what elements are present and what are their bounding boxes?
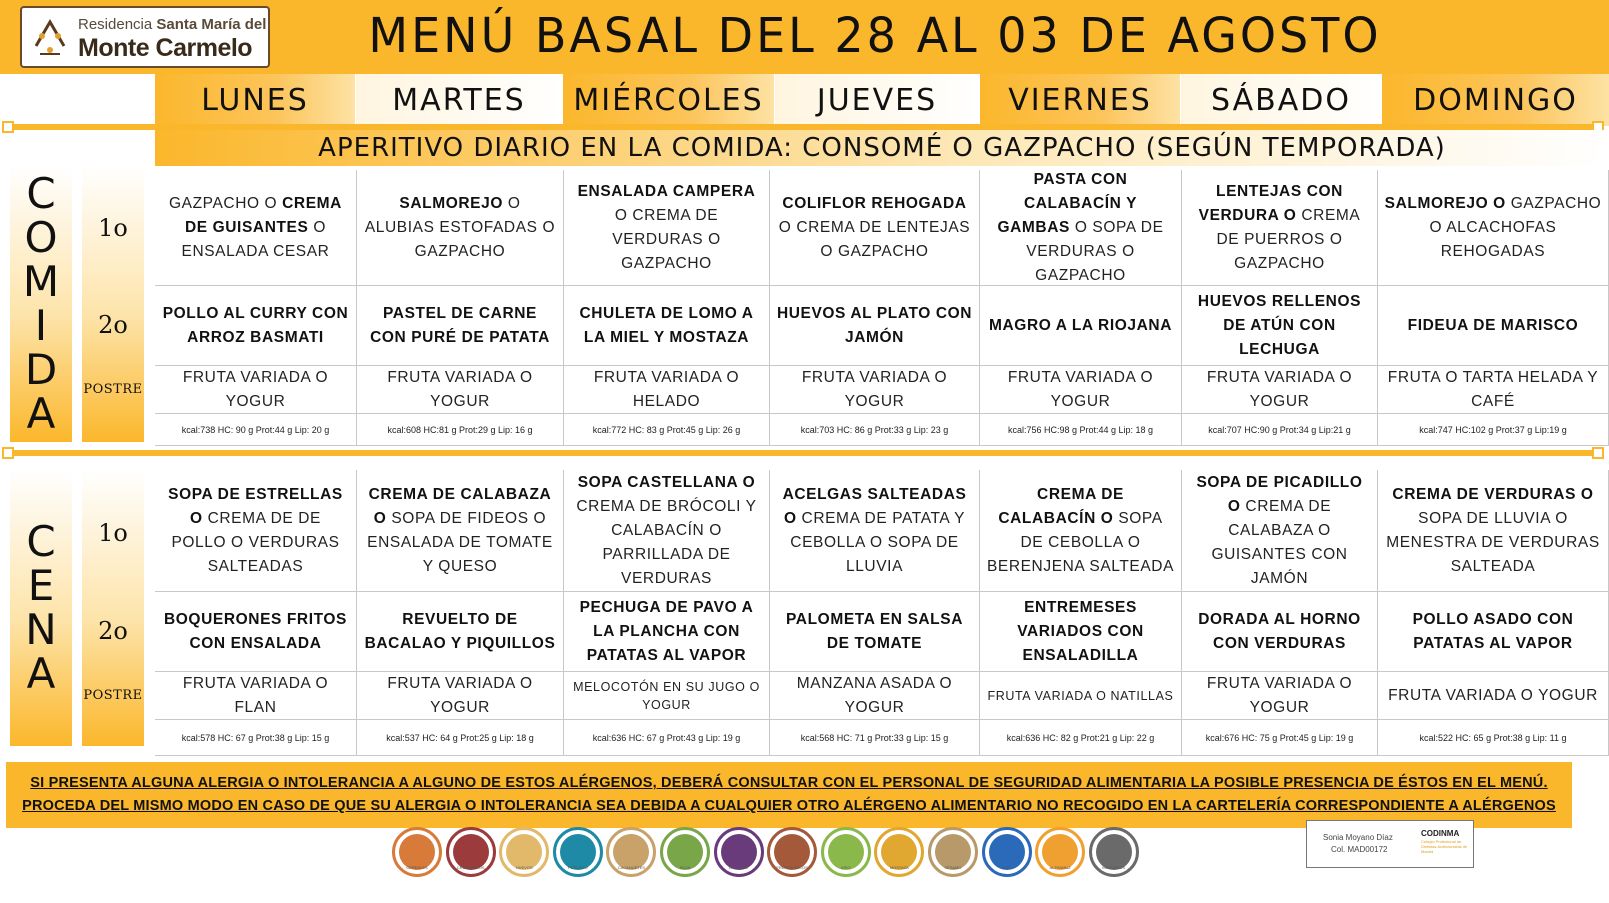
cena-kcal-cell: kcal:578 HC: 67 g Prot:38 g Lip: 15 g xyxy=(155,720,357,756)
crustaceos-icon xyxy=(446,827,496,877)
day-header-1: MARTES xyxy=(356,74,562,126)
nutritionist-stamp xyxy=(1306,820,1474,868)
mostaza-icon xyxy=(874,827,924,877)
warning-line-2: PROCEDA DEL MISMO MODO EN CASO DE QUE SU ALERGIA O INTOLERANCIA SEA DEBIDA A CUALQUIER OTRO ALÉRGENO ALIMENTARIO NO RECOGIDO EN LA CARTELERÍA CORRESPONDIENTE A ALÉRGENOS xyxy=(22,798,1556,814)
comida-primero-text: SALMOREJO xyxy=(399,194,503,212)
cena-postre-cell: FRUTA VARIADA O NATILLAS xyxy=(980,672,1182,720)
comida-label-letter: C xyxy=(26,169,56,218)
cena-label-letter: C xyxy=(26,517,56,566)
comida-segundo-cell: PASTEL DE CARNE CON PURÉ DE PATATA xyxy=(357,286,564,366)
comida-primero-text: O CREMA DE LENTEJAS O GAZPACHO xyxy=(778,218,971,260)
comida-label-letter: A xyxy=(26,389,56,438)
cena-primero-cell xyxy=(770,470,980,592)
cena-primero-cell xyxy=(357,470,564,592)
day-header-0: LUNES xyxy=(155,74,355,126)
comida-grid xyxy=(155,170,1609,450)
cena-primero-text: CREMA DE DE POLLO O VERDURAS SALTEADAS xyxy=(171,509,340,575)
cena-kcal-cell: kcal:636 HC: 67 g Prot:43 g Lip: 19 g xyxy=(564,720,770,756)
cena-postre-cell: MELOCOTÓN EN SU JUGO O YOGUR xyxy=(564,672,770,720)
warning-line-1: SI PRESENTA ALGUNA ALERGIA O INTOLERANCIA A ALGUNO DE ESTOS ALÉRGENOS, DEBERÁ CONSULTAR CON EL PERSONAL DE SEGURIDAD ALIMENTARIA LA POSIBLE PRESENCIA DE ÉSTOS EN EL MENÚ. xyxy=(30,775,1548,791)
comida-primero-text: CREMA DE PUERROS O GAZPACHO xyxy=(1216,206,1361,272)
comida-label-letter: O xyxy=(24,213,58,262)
comida-primero-cell xyxy=(1182,170,1378,286)
cena-label-letter: E xyxy=(27,561,55,610)
comida-kcal-cell: kcal:738 HC: 90 g Prot:44 g Lip: 20 g xyxy=(155,414,357,446)
sesamo-icon xyxy=(928,827,978,877)
cena-segundo-cell: POLLO ASADO CON PATATAS AL VAPOR xyxy=(1378,592,1609,672)
cena-primero-text: ACELGAS SALTEADAS O xyxy=(782,485,967,527)
comida-section-label xyxy=(10,166,72,442)
comida-postre-cell: FRUTA VARIADA O YOGUR xyxy=(1182,366,1378,414)
sulfitos-icon xyxy=(982,827,1032,877)
comida-primero-text: GAZPACHO O ALCACHOFAS REHOGADAS xyxy=(1429,194,1602,260)
cacahuetes-icon xyxy=(606,827,656,877)
logo-line-2: Monte Carmelo xyxy=(78,34,253,62)
pescado-icon xyxy=(553,827,603,877)
comida-segundo-cell: CHULETA DE LOMO A LA MIEL Y MOSTAZA xyxy=(564,286,770,366)
comida-primero-text: CREMA DE GUISANTES xyxy=(184,194,342,236)
comida-label-letter: M xyxy=(22,257,60,306)
frutos-secos-icon xyxy=(767,827,817,877)
cena-postre-cell: FRUTA VARIADA O YOGUR xyxy=(1378,672,1609,720)
comida-postre-cell: FRUTA VARIADA O YOGUR xyxy=(770,366,980,414)
comida-segundo-cell: POLLO AL CURRY CON ARROZ BASMATI xyxy=(155,286,357,366)
comida-segundo-cell: FIDEUA DE MARISCO xyxy=(1378,286,1609,366)
cena-label-letter: A xyxy=(26,649,56,698)
comida-primero-text: COLIFLOR REHOGADA xyxy=(782,194,967,212)
cena-primero-cell xyxy=(980,470,1182,592)
cena-section-label xyxy=(10,470,72,746)
allergen-label: LÁCTEOS xyxy=(729,865,748,870)
lacteos-icon xyxy=(714,827,764,877)
comida-primero-label: 1o xyxy=(98,214,128,242)
cena-kcal-cell: kcal:568 HC: 71 g Prot:33 g Lip: 15 g xyxy=(770,720,980,756)
comida-postre-label: POSTRE xyxy=(83,381,143,397)
comida-postre-cell: FRUTA VARIADA O YOGUR xyxy=(357,366,564,414)
cena-primero-label: 1o xyxy=(98,519,128,547)
cena-kcal-cell: kcal:537 HC: 64 g Prot:25 g Lip: 18 g xyxy=(357,720,564,756)
cena-primero-text: SOPA DE ESTRELLAS O xyxy=(168,485,343,527)
comida-primero-cell xyxy=(1378,170,1609,286)
nutritionist-col: Col. MAD00172 xyxy=(1331,845,1388,854)
comida-segundo-label: 2o xyxy=(98,311,128,339)
cena-kcal-cell: kcal:636 HC: 82 g Prot:21 g Lip: 22 g xyxy=(980,720,1182,756)
comida-segundo-cell: MAGRO A LA RIOJANA xyxy=(980,286,1182,366)
cena-postre-cell: FRUTA VARIADA O YOGUR xyxy=(357,672,564,720)
residence-logo xyxy=(20,6,270,68)
day-header-5: SÁBADO xyxy=(1181,74,1381,126)
cena-primero-text: SOPA CASTELLANA O xyxy=(577,473,756,491)
comida-postre-cell: FRUTA VARIADA O HELADO xyxy=(564,366,770,414)
cena-segundo-cell: ENTREMESES VARIADOS CON ENSALADILLA xyxy=(980,592,1182,672)
cena-postre-label: POSTRE xyxy=(83,687,143,703)
cena-segundo-label: 2o xyxy=(98,617,128,645)
separator-dot xyxy=(2,447,14,459)
cena-postre-cell: FRUTA VARIADA O FLAN xyxy=(155,672,357,720)
comida-postre-cell: FRUTA VARIADA O YOGUR xyxy=(155,366,357,414)
comida-primero-text: PASTA CON CALABACÍN Y GAMBAS xyxy=(997,170,1138,236)
day-header-4: VIERNES xyxy=(980,74,1180,126)
allergen-label: APIO xyxy=(840,865,851,870)
cena-primero-text: CREMA DE CALABACÍN O xyxy=(998,485,1124,527)
cereales-icon xyxy=(392,827,442,877)
cena-label-letter: N xyxy=(25,605,57,654)
cena-segundo-cell: REVUELTO DE BACALAO Y PIQUILLOS xyxy=(357,592,564,672)
day-header-6: DOMINGO xyxy=(1382,74,1609,126)
allergen-label: SO2 xyxy=(1002,865,1011,870)
comida-kcal-cell: kcal:608 HC:81 g Prot:29 g Lip: 16 g xyxy=(357,414,564,446)
cena-primero-text: SOPA DE PICADILLO O xyxy=(1196,473,1363,515)
cena-primero-cell xyxy=(564,470,770,592)
cena-primero-text: SOPA DE CEBOLLA O BERENJENA SALTEADA xyxy=(986,509,1175,575)
comida-primero-cell xyxy=(357,170,564,286)
logo-line-1: Residencia Santa María del xyxy=(78,16,267,33)
allergen-label: ALTRAMUZ xyxy=(1049,865,1071,870)
comida-kcal-cell: kcal:772 HC: 83 g Prot:45 g Lip: 26 g xyxy=(564,414,770,446)
allergen-warning xyxy=(6,762,1572,828)
cena-kcal-cell: kcal:522 HC: 65 g Prot:38 g Lip: 11 g xyxy=(1378,720,1609,756)
cena-postre-cell: FRUTA VARIADA O YOGUR xyxy=(1182,672,1378,720)
comida-kcal-cell: kcal:703 HC: 86 g Prot:33 g Lip: 23 g xyxy=(770,414,980,446)
menu-title: MENÚ BASAL DEL 28 AL 03 DE AGOSTO xyxy=(368,6,1382,64)
nutritionist-name: Sonia Moyano Díaz xyxy=(1323,833,1393,842)
comida-segundo-cell: HUEVOS AL PLATO CON JAMÓN xyxy=(770,286,980,366)
carmel-logo-icon xyxy=(30,16,70,60)
comida-primero-text: O CREMA DE VERDURAS O GAZPACHO xyxy=(612,206,721,272)
allergen-label: SÉSAMO xyxy=(944,865,962,870)
comida-kcal-cell: kcal:756 HC:98 g Prot:44 g Lip: 18 g xyxy=(980,414,1182,446)
codinma-subtitle: Colegio Profesional de Dietistas-Nutricionistas de Madrid xyxy=(1421,839,1468,854)
cena-primero-cell xyxy=(1378,470,1609,592)
cena-primero-text: CREMA DE CALABAZA O GUISANTES CON JAMÓN xyxy=(1211,497,1348,587)
day-header-3: JUEVES xyxy=(775,74,979,126)
separator-dot xyxy=(2,121,14,133)
cena-primero-cell xyxy=(155,470,357,592)
comida-primero-text: SALMOREJO O xyxy=(1384,194,1506,212)
cena-primero-text: CREMA DE PATATA Y CEBOLLA O SOPA DE LLUVIA xyxy=(790,509,966,575)
comida-primero-text: ENSALADA CAMPERA xyxy=(577,182,756,200)
apio-icon xyxy=(821,827,871,877)
cena-primero-text: SOPA DE LLUVIA O MENESTRA DE VERDURAS SALTEADA xyxy=(1386,509,1600,575)
cena-primero-text: CREMA DE VERDURAS O xyxy=(1392,485,1594,503)
allergen-label: CEREALES xyxy=(406,865,428,870)
cena-postre-cell: MANZANA ASADA O YOGUR xyxy=(770,672,980,720)
cena-primero-text: CREMA DE BRÓCOLI Y CALABACÍN O PARRILLADA DE VERDURAS xyxy=(576,497,757,587)
comida-primero-text: O ALUBIAS ESTOFADAS O GAZPACHO xyxy=(364,194,556,260)
cena-segundo-cell: PALOMETA EN SALSA DE TOMATE xyxy=(770,592,980,672)
soja-icon xyxy=(660,827,710,877)
comida-primero-cell xyxy=(980,170,1182,286)
cena-primero-text: CREMA DE CALABAZA O xyxy=(368,485,552,527)
comida-label-letter: D xyxy=(24,345,58,394)
comida-postre-cell: FRUTA VARIADA O YOGUR xyxy=(980,366,1182,414)
aperitivo-banner: APERITIVO DIARIO EN LA COMIDA: CONSOMÉ O GAZPACHO (SEGÚN TEMPORADA) xyxy=(155,130,1609,166)
allergen-label: SOJA xyxy=(679,865,691,870)
cena-segundo-cell: PECHUGA DE PAVO A LA PLANCHA CON PATATAS AL VAPOR xyxy=(564,592,770,672)
codinma-logo: CODINMA xyxy=(1421,829,1460,838)
comida-primero-text: GAZPACHO O xyxy=(169,194,283,212)
allergen-label: PESCADO xyxy=(568,865,588,870)
comida-primero-text: LENTEJAS CON VERDURA O xyxy=(1198,182,1343,224)
cena-kcal-cell: kcal:676 HC: 75 g Prot:45 g Lip: 19 g xyxy=(1182,720,1378,756)
allergen-label: HUEVOS xyxy=(515,865,533,870)
comida-primero-cell xyxy=(155,170,357,286)
cena-grid xyxy=(155,470,1609,758)
cena-primero-cell xyxy=(1182,470,1378,592)
allergen-label: CACAHUETES xyxy=(617,865,646,870)
middle-separator xyxy=(6,450,1604,456)
cena-segundo-cell: BOQUERONES FRITOS CON ENSALADA xyxy=(155,592,357,672)
cena-primero-text: SOPA DE FIDEOS O ENSALADA DE TOMATE Y QUESO xyxy=(367,509,553,575)
comida-primero-text: O SOPA DE VERDURAS O GAZPACHO xyxy=(1026,218,1164,284)
allergen-label: MOSTAZA xyxy=(889,865,909,870)
comida-postre-cell: FRUTA O TARTA HELADA Y CAFÉ xyxy=(1378,366,1609,414)
comida-kcal-cell: kcal:707 HC:90 g Prot:34 g Lip:21 g xyxy=(1182,414,1378,446)
allergen-icons xyxy=(392,827,1142,881)
comida-primero-cell xyxy=(770,170,980,286)
day-header-2: MIÉRCOLES xyxy=(563,74,774,126)
comida-kcal-cell: kcal:747 HC:102 g Prot:37 g Lip:19 g xyxy=(1378,414,1609,446)
moluscos-icon xyxy=(1089,827,1139,877)
allergen-label: CRUSTÁCEOS xyxy=(456,865,485,870)
huevos-icon xyxy=(499,827,549,877)
comida-label-letter: I xyxy=(34,301,48,350)
allergen-label: FRUTOS SECOS xyxy=(776,865,808,870)
comida-primero-cell xyxy=(564,170,770,286)
allergen-label: MOLUSCOS xyxy=(1102,865,1126,870)
comida-primero-text: O ENSALADA CESAR xyxy=(181,218,330,260)
comida-segundo-cell: HUEVOS RELLENOS DE ATÚN CON LECHUGA xyxy=(1182,286,1378,366)
altramuz-icon xyxy=(1035,827,1085,877)
cena-segundo-cell: DORADA AL HORNO CON VERDURAS xyxy=(1182,592,1378,672)
